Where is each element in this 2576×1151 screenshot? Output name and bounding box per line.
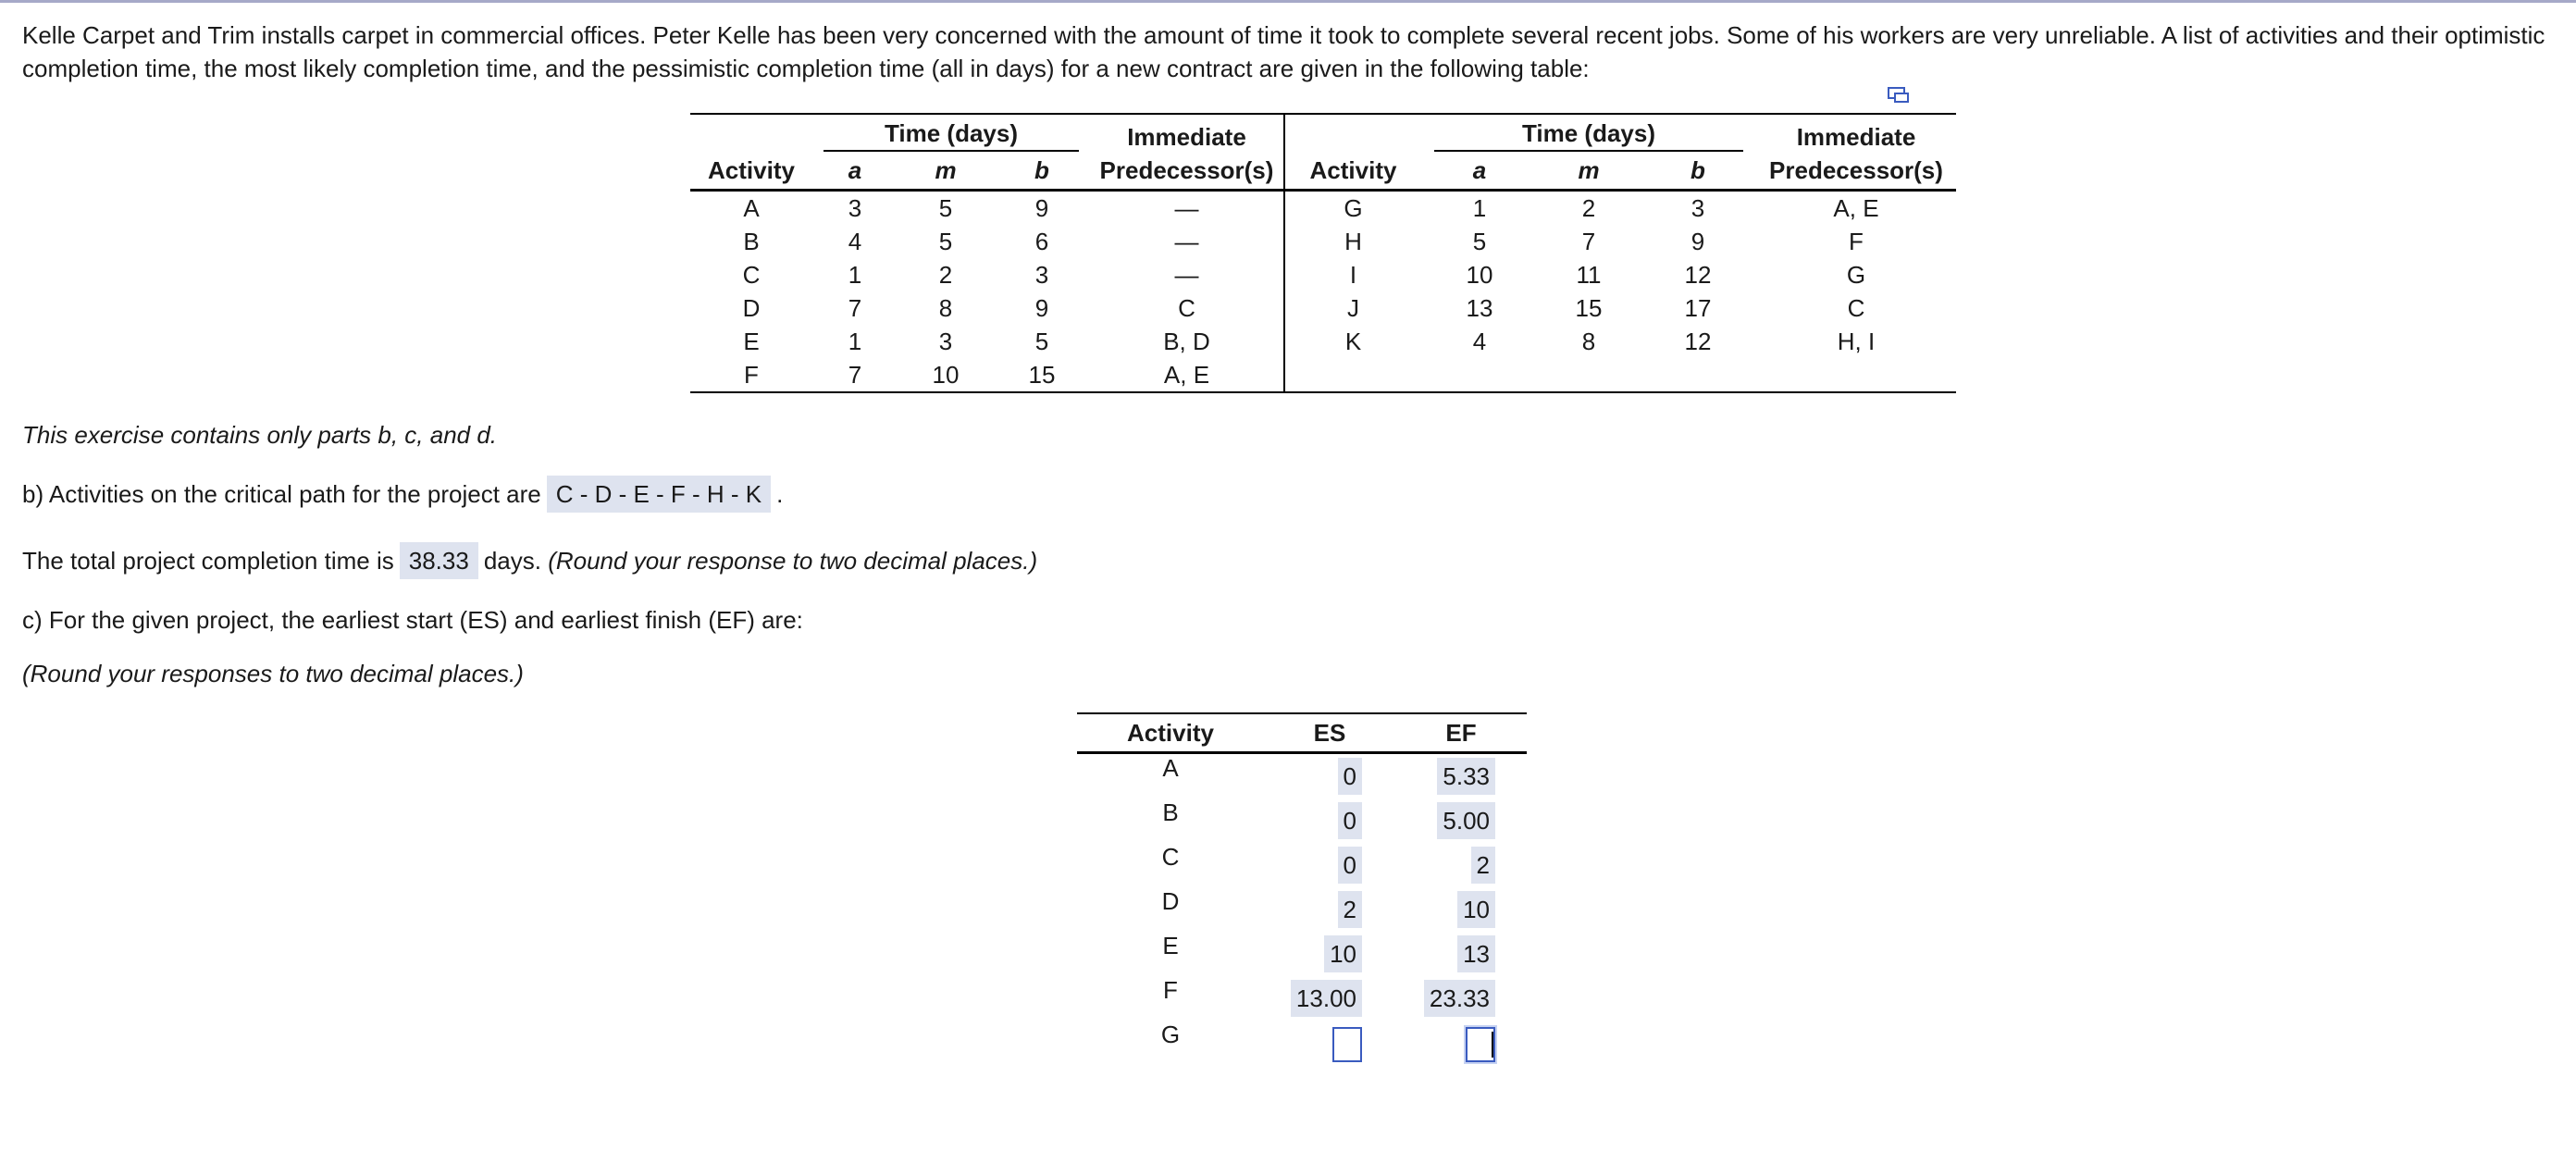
top-rule xyxy=(0,0,2576,3)
es-answer[interactable]: 13.00 xyxy=(1291,980,1362,1017)
es-answer[interactable]: 0 xyxy=(1338,758,1362,795)
activity-time-table xyxy=(690,113,1956,393)
table-row: D 7 8 9 C J 13 15 17 C xyxy=(690,291,1956,325)
es-ef-row: F 13.00 23.33 xyxy=(1077,976,1527,1021)
ef-answer[interactable]: 5.00 xyxy=(1437,802,1495,839)
es-answer[interactable]: 10 xyxy=(1324,935,1362,972)
es-answer[interactable]: 0 xyxy=(1338,847,1362,884)
es-ef-row: G xyxy=(1077,1021,1527,1065)
es-ef-row: B 0 5.00 xyxy=(1077,798,1527,843)
es-answer[interactable]: 0 xyxy=(1338,802,1362,839)
total-completion-line xyxy=(22,542,1037,579)
time-days-header: Time (days) xyxy=(824,119,1079,152)
a-header: a xyxy=(812,152,898,191)
es-ef-row: A 0 5.33 xyxy=(1077,753,1527,799)
predecessors-header: Predecessor(s) xyxy=(1090,152,1284,191)
es-ef-table xyxy=(1077,712,1527,1065)
ef-answer[interactable]: 23.33 xyxy=(1424,980,1495,1017)
es-table-activity-header: Activity xyxy=(1077,713,1264,753)
es-header: ES xyxy=(1264,713,1395,753)
table-row: C 1 2 3 — I 10 11 12 G xyxy=(690,258,1956,291)
time-days-header: Time (days) xyxy=(1434,119,1742,152)
es-ef-row: D 2 10 xyxy=(1077,887,1527,932)
part-b-prompt: b) Activities on the critical path for the project are xyxy=(22,480,541,508)
ef-header: EF xyxy=(1395,713,1527,753)
a-header: a xyxy=(1421,152,1538,191)
table-row: A 3 5 9 — G 1 2 3 A, E xyxy=(690,191,1956,226)
es-input-g[interactable] xyxy=(1332,1027,1362,1062)
es-ef-row: E 10 13 xyxy=(1077,932,1527,976)
table-header-row-2 xyxy=(690,152,1956,191)
ef-answer[interactable]: 13 xyxy=(1457,935,1495,972)
problem-statement: Kelle Carpet and Trim installs carpet in commercial offices. Peter Kelle has been very concerned with the amount of time it took to complete several recent jobs. Some of his workers are very unreliable. A list of activities and their optimistic completion time, the most likely completion time, and the pessimistic completion time (all in days) for a new contract are given in the following table: xyxy=(22,21,2545,82)
part-c-prompt: c) For the given project, the earliest start (ES) and earliest finish (EF) are: xyxy=(22,606,803,634)
m-header: m xyxy=(898,152,994,191)
es-answer[interactable]: 2 xyxy=(1338,891,1362,928)
es-ef-header-row xyxy=(1077,713,1527,753)
b-header: b xyxy=(1640,152,1756,191)
total-time-answer[interactable]: 38.33 xyxy=(400,542,478,579)
ef-input-g[interactable] xyxy=(1466,1027,1495,1062)
total-round-hint: (Round your response to two decimal places.) xyxy=(548,547,1038,575)
ef-answer[interactable]: 5.33 xyxy=(1437,758,1495,795)
part-b-period: . xyxy=(776,480,784,508)
table-row: B 4 5 6 — H 5 7 9 F xyxy=(690,225,1956,258)
predecessors-header: Predecessor(s) xyxy=(1756,152,1956,191)
activity-header: Activity xyxy=(690,152,812,191)
activity-header: Activity xyxy=(1284,152,1421,191)
ef-answer[interactable]: 2 xyxy=(1471,847,1495,884)
b-header: b xyxy=(994,152,1090,191)
copy-table-icon[interactable] xyxy=(1888,87,1910,104)
m-header: m xyxy=(1538,152,1640,191)
ef-answer[interactable]: 10 xyxy=(1457,891,1495,928)
table-header-row-1 xyxy=(690,114,1956,152)
table-row: E 1 3 5 B, D K 4 8 12 H, I xyxy=(690,325,1956,358)
immediate-header: Immediate xyxy=(1127,123,1246,151)
es-ef-row: C 0 2 xyxy=(1077,843,1527,887)
critical-path-answer[interactable]: C - D - E - F - H - K xyxy=(547,476,771,513)
immediate-header: Immediate xyxy=(1796,123,1916,151)
table-row: F 7 10 15 A, E xyxy=(690,358,1956,392)
total-unit: days. xyxy=(483,547,541,575)
part-c-round-hint: (Round your responses to two decimal places.) xyxy=(22,660,524,687)
part-b xyxy=(22,476,783,513)
text-cursor xyxy=(1492,1032,1493,1058)
total-prompt: The total project completion time is xyxy=(22,547,394,575)
exercise-note: This exercise contains only parts b, c, and d. xyxy=(22,421,498,449)
